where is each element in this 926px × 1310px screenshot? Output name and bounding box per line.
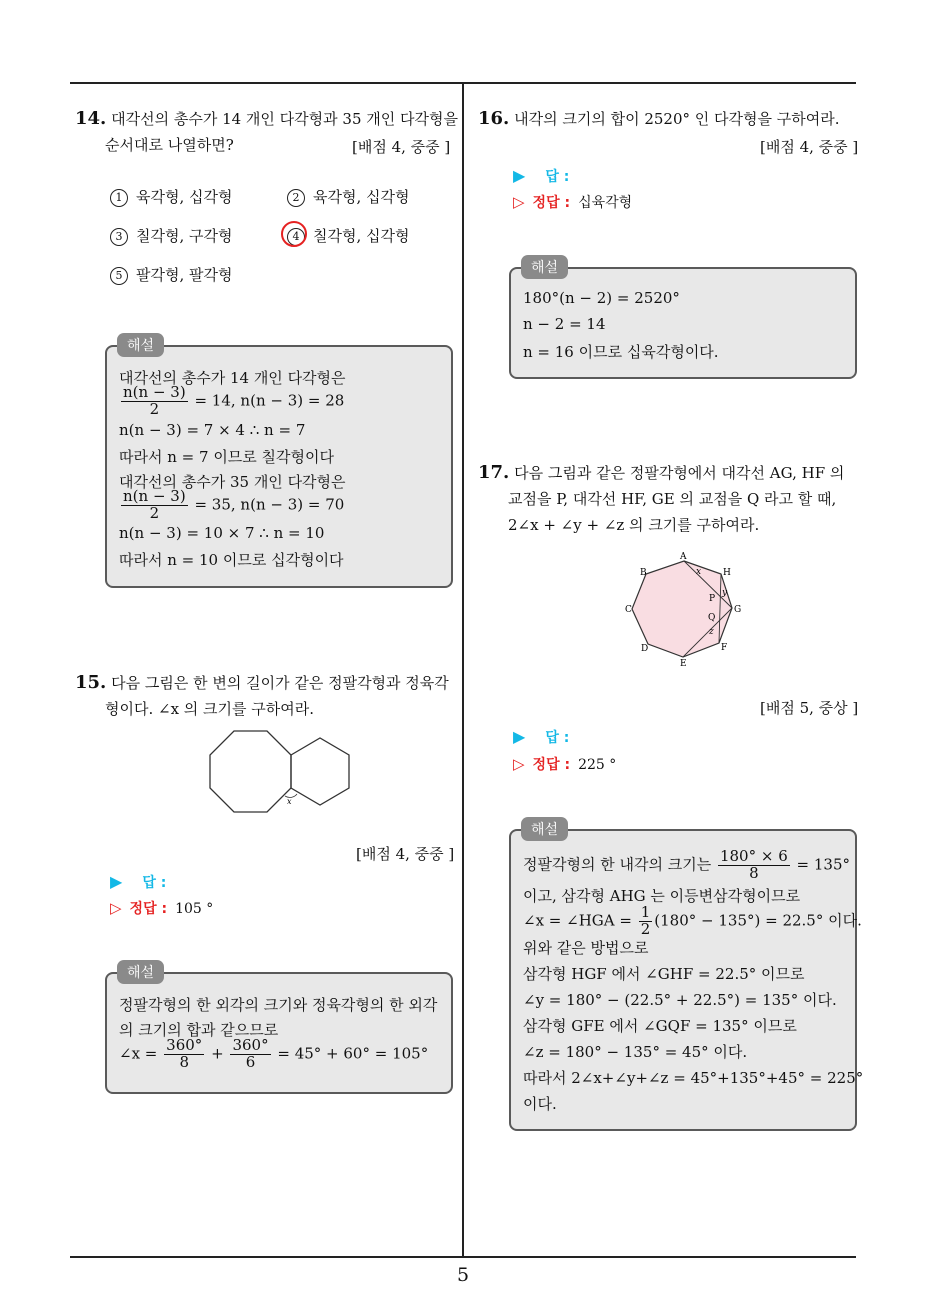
octagon-shape <box>632 561 732 657</box>
vertex-label-F: F <box>721 643 728 653</box>
explain-text: ∠x = <box>119 1044 158 1063</box>
explain-text: = 135° <box>796 855 850 874</box>
correct-label: 정답 : <box>532 757 571 773</box>
choice-text: 칠각형, 구각형 <box>136 227 233 245</box>
question-number: 17. <box>478 462 510 483</box>
correct-answer-row <box>513 192 632 212</box>
hexagon-shape <box>291 738 349 805</box>
question-text-line2: 교점을 P, 대각선 HF, GE 의 교점을 Q 라고 할 때, <box>508 490 837 508</box>
choice-3[interactable] <box>110 225 232 246</box>
fraction-denominator: 2 <box>149 503 160 522</box>
explain-line: 이고, 삼각형 AHG 는 이등변삼각형이므로 <box>523 887 801 905</box>
explain-line: ∠z = 180° − 135° = 45° 이다. <box>523 1043 748 1061</box>
choice-number: 2 <box>287 189 305 207</box>
vertex-label-B: B <box>640 568 647 578</box>
fraction-numerator: 1 <box>640 903 651 921</box>
octagon-shape <box>210 731 291 812</box>
explain-text: 정팔각형의 한 내각의 크기는 <box>523 855 712 874</box>
explanation-tab: 해설 <box>521 817 568 841</box>
fraction-numerator: n(n − 3) <box>123 383 186 401</box>
fraction-numerator: n(n − 3) <box>123 487 186 505</box>
explain-fraction-line <box>119 489 344 522</box>
answer-row <box>513 727 569 747</box>
question-text-line1: 다음 그림은 한 변의 길이가 같은 정팔각형과 정육각 <box>111 674 449 692</box>
question-text-line2: 형이다. ∠x 의 크기를 구하여라. <box>105 700 315 718</box>
choice-5[interactable] <box>110 264 232 285</box>
explain-fraction-line <box>119 385 344 418</box>
answer-label: 답 : <box>142 875 167 891</box>
question-number: 14. <box>75 108 107 129</box>
explain-line: 의 크기의 합과 같으므로 <box>119 1021 279 1039</box>
score-label: [배점 4, 중중 ] <box>352 138 451 156</box>
explanation-tab: 해설 <box>117 333 164 357</box>
explain-line: 위와 같은 방법으로 <box>523 939 649 957</box>
explain-text: = 45° + 60° = 105° <box>277 1044 429 1063</box>
explain-fraction-line <box>119 1038 428 1071</box>
question-15 <box>75 670 460 696</box>
correct-value: 105 ° <box>175 901 214 917</box>
fraction-denominator: 2 <box>640 919 651 938</box>
explanation-tab: 해설 <box>521 255 568 279</box>
correct-answer-row <box>513 754 616 774</box>
question-text-line1: 내각의 크기의 합이 2520° 인 다각형을 구하여라. <box>514 110 840 128</box>
answer-row <box>110 872 166 892</box>
correct-label: 정답 : <box>129 901 168 917</box>
explain-line: n = 16 이므로 십육각형이다. <box>523 343 719 361</box>
angle-x-label: x <box>287 797 292 806</box>
answer-label: 답 : <box>545 169 570 185</box>
question-16 <box>478 106 863 132</box>
column-divider <box>462 84 464 1256</box>
fraction-denominator: 8 <box>749 863 759 882</box>
score-label: [배점 4, 중중 ] <box>760 138 859 156</box>
fraction-numerator: 360° <box>166 1036 203 1054</box>
explain-line: 삼각형 GFE 에서 ∠GQF = 135° 이므로 <box>523 1017 797 1035</box>
explain-line: n(n − 3) = 7 × 4 ∴ n = 7 <box>119 421 306 439</box>
correct-answer-row <box>110 898 213 918</box>
answer-triangle-icon: ▶ <box>513 166 526 185</box>
question-text-line1: 다음 그림과 같은 정팔각형에서 대각선 AG, HF 의 <box>514 464 845 482</box>
explain-text: = 35, n(n − 3) = 70 <box>194 495 345 514</box>
explain-line: 삼각형 HGF 에서 ∠GHF = 22.5° 이므로 <box>523 965 805 983</box>
correct-value: 십육각형 <box>578 195 633 211</box>
angle-label-z: z <box>709 627 714 637</box>
explanation-tab: 해설 <box>117 960 164 984</box>
explain-line: ∠y = 180° − (22.5° + 22.5°) = 135° 이다. <box>523 991 837 1009</box>
answer-triangle-icon: ▶ <box>110 872 123 891</box>
choice-text: 육각형, 십각형 <box>313 188 410 206</box>
selected-answer-mark <box>281 221 307 247</box>
question-17 <box>478 460 863 486</box>
explain-line: 이다. <box>523 1095 557 1113</box>
vertex-label-C: C <box>625 605 632 615</box>
vertex-label-A: A <box>680 552 687 562</box>
regular-octagon-figure <box>620 550 750 672</box>
explain-line: 따라서 2∠x+∠y+∠z = 45°+135°+45° = 225° <box>523 1069 864 1087</box>
correct-triangle-icon: ▷ <box>110 899 122 917</box>
question-number: 16. <box>478 108 510 129</box>
answer-row <box>513 166 569 186</box>
angle-label-x: x <box>696 567 702 577</box>
question-number: 15. <box>75 672 107 693</box>
explain-line: 정팔각형의 한 외각의 크기와 정육각형의 한 외각 <box>119 996 438 1014</box>
choice-text: 육각형, 십각형 <box>136 188 233 206</box>
score-label: [배점 5, 중상 ] <box>760 699 859 717</box>
correct-value: 225 ° <box>578 757 617 773</box>
explain-text: (180° − 135°) = 22.5° 이다. <box>654 911 862 930</box>
choice-text: 칠각형, 십각형 <box>313 227 410 245</box>
plus-sign: + <box>211 1044 224 1063</box>
choice-number: 5 <box>110 267 128 285</box>
vertex-label-D: D <box>641 644 649 654</box>
score-label: [배점 4, 중중 ] <box>356 845 455 863</box>
explain-line: 대각선의 총수가 14 개인 다각형은 <box>119 369 346 387</box>
answer-triangle-icon: ▶ <box>513 727 526 746</box>
correct-triangle-icon: ▷ <box>513 755 525 773</box>
answer-label: 답 : <box>545 730 570 746</box>
correct-triangle-icon: ▷ <box>513 193 525 211</box>
choice-text: 팔각형, 팔각형 <box>136 266 233 284</box>
page-number: 5 <box>456 1264 470 1286</box>
explain-line: 따라서 n = 7 이므로 칠각형이다 <box>119 448 335 466</box>
fraction-denominator: 2 <box>149 399 160 418</box>
explain-fraction-line <box>523 905 862 938</box>
choice-2[interactable] <box>287 186 409 207</box>
explain-fraction-line <box>523 849 850 882</box>
explain-line: n − 2 = 14 <box>523 315 606 333</box>
angle-label-y: y <box>722 588 728 598</box>
fraction-numerator: 180° × 6 <box>719 847 788 865</box>
vertex-label-H: H <box>723 568 731 578</box>
explanation-box-14 <box>105 345 453 588</box>
question-text-line3: 2∠x + ∠y + ∠z 의 크기를 구하여라. <box>508 516 760 534</box>
explanation-box-17 <box>509 829 864 1131</box>
explain-line: 대각선의 총수가 35 개인 다각형은 <box>119 473 346 491</box>
choice-number: 1 <box>110 189 128 207</box>
correct-label: 정답 : <box>532 195 571 211</box>
explanation-box-16 <box>509 267 857 379</box>
question-text-line1: 대각선의 총수가 14 개인 다각형과 35 개인 다각형을 <box>111 110 458 128</box>
question-text-line2: 순서대로 나열하면? <box>105 136 234 154</box>
octagon-hexagon-figure <box>205 726 355 818</box>
vertex-label-E: E <box>680 659 687 669</box>
choice-number: 3 <box>110 228 128 246</box>
vertex-label-G: G <box>734 605 742 615</box>
point-label-Q: Q <box>708 613 716 623</box>
point-label-P: P <box>709 594 716 604</box>
explain-line: 따라서 n = 10 이므로 십각형이다 <box>119 551 344 569</box>
bottom-rule <box>70 1256 856 1258</box>
fraction-denominator: 8 <box>179 1052 189 1071</box>
fraction-denominator: 6 <box>245 1052 256 1071</box>
explain-text: = 14, n(n − 3) = 28 <box>194 391 345 410</box>
choice-number: 4 <box>287 228 305 246</box>
choice-1[interactable] <box>110 186 232 207</box>
explain-text: ∠x = ∠HGA = <box>523 911 632 930</box>
question-14 <box>75 106 460 132</box>
explain-line: 180°(n − 2) = 2520° <box>523 289 680 307</box>
explanation-box-15 <box>105 972 453 1094</box>
explain-line: n(n − 3) = 10 × 7 ∴ n = 10 <box>119 524 325 542</box>
fraction-numerator: 360° <box>232 1036 269 1054</box>
